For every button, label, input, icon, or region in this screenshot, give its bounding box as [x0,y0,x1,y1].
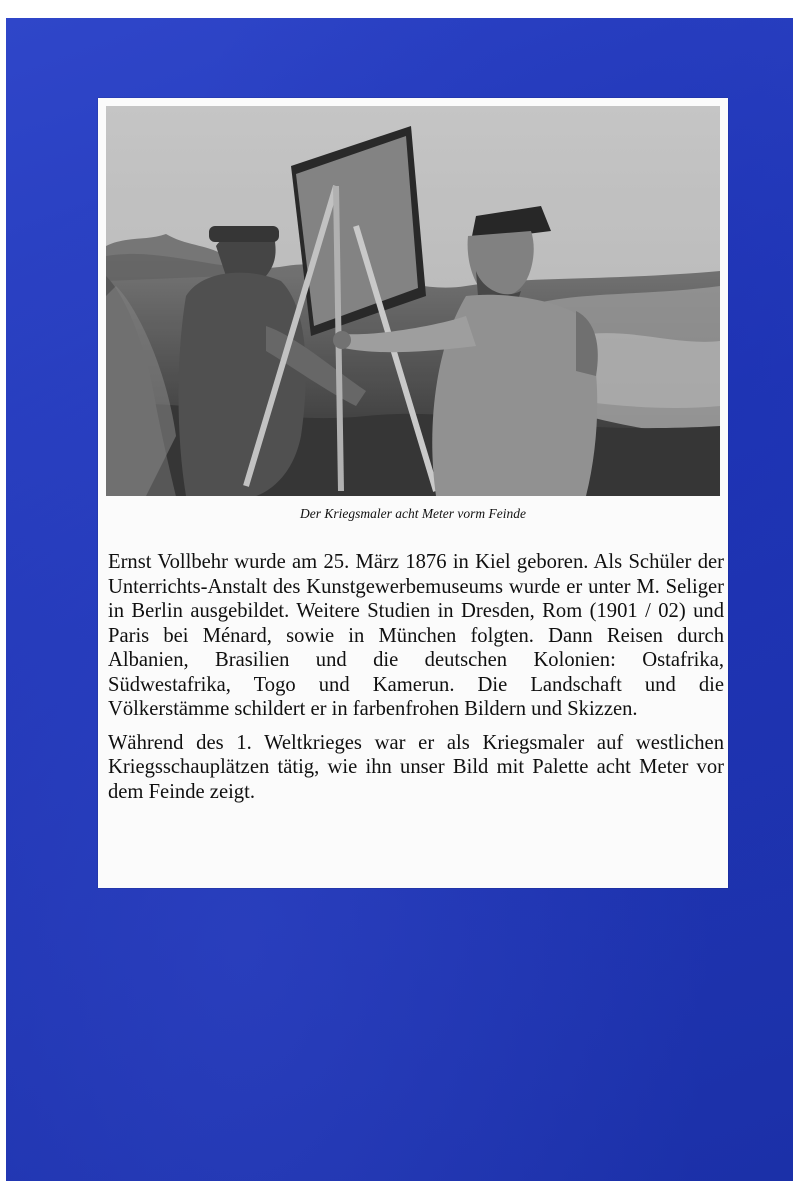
blue-cover-background [6,18,793,1181]
photo-caption: Der Kriegsmaler acht Meter vorm Feinde [299,506,527,521]
biography-paragraph-1: Ernst Vollbehr wurde am 25. März 1876 in Kiel geboren. Als Schüler der Unterrichts-Anstalt des Kunstgewerbemuseums wurde er unter M. Seliger in Berlin ausgebildet. Weitere Studien in Dresden, Rom (1901 / 02) und Paris bei Ménard, sowie in München folgten. Dann Reisen durch Albanien, Brasilien und die deutschen Kolonien: Ostafrika, Südwestafrika, Togo und Kamerun. Die Landschaft und die Völkerstämme schildert er in farbenfrohen Bildern und Skizzen. [108,551,724,720]
biography-paragraph-2: Während des 1. Weltkrieges war er als Kriegsmaler auf westlichen Kriegsschauplätzen tätig, wie ihn unser Bild mit Palette acht Meter vor dem Feinde zeigt. [108,731,724,803]
war-painter-photo [106,106,720,496]
biography-text [108,550,724,813]
content-panel [98,98,728,888]
